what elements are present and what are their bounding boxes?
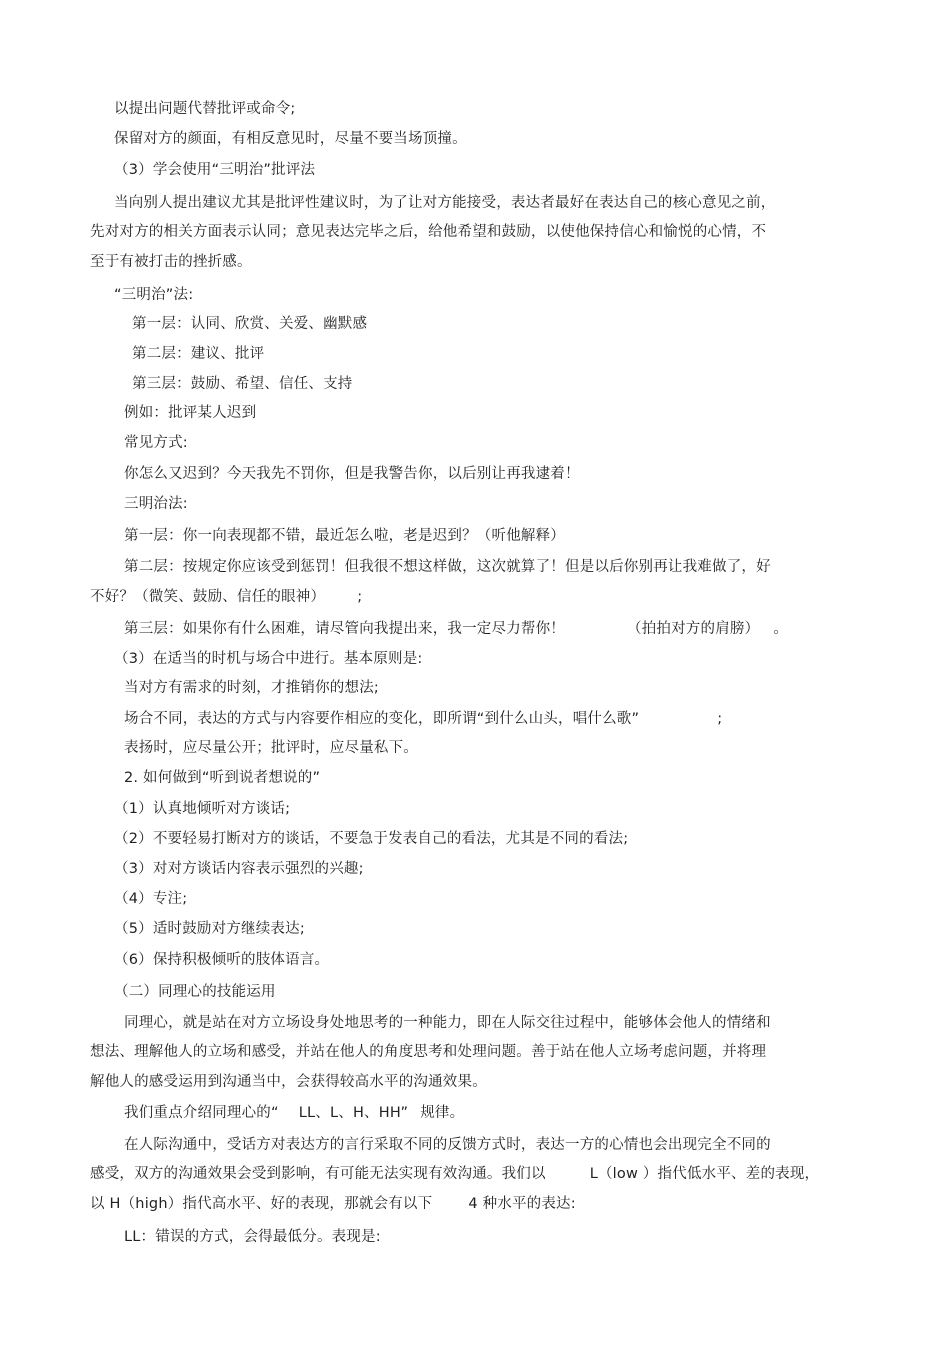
- list-item: 第一层：认同、欣赏、关爱、幽默感: [132, 316, 368, 332]
- section-heading: （3）学会使用“三明治”批评法: [114, 162, 316, 178]
- section-heading: （3）在适当的时机与场合中进行。基本原则是:: [114, 651, 423, 667]
- text-line: 当对方有需求的时刻，才推销你的想法;: [124, 680, 379, 696]
- list-item: 第三层：鼓励、希望、信任、支持: [132, 376, 353, 392]
- text-line: [90, 587, 362, 607]
- text-line: 想法、理解他人的立场和感受，并站在他人的角度思考和处理问题。善于站在他人立场考虑问题，并将理: [90, 1044, 767, 1060]
- text-line: “三明治”法:: [114, 287, 194, 303]
- text-line: 以提出问题代替批评或命令;: [114, 101, 296, 117]
- text-line: [90, 1194, 576, 1214]
- text-line: 第二层：按规定你应该受到惩罚！但我很不想这样做，这次就算了！但是以后你别再让我难做了，好: [124, 559, 771, 575]
- text-line: [124, 709, 722, 729]
- text-line: 你怎么又迟到？今天我先不罚你，但是我警告你，以后别让再我逮着！: [124, 466, 580, 482]
- text-line: LL：错误的方式，会得最低分。表现是:: [124, 1229, 381, 1245]
- list-item: （3）对对方谈话内容表示强烈的兴趣;: [114, 861, 364, 877]
- text-segment: 第三层：如果你有什么困难，请尽管向我提出来，我一定尽力帮你！: [124, 621, 565, 637]
- section-heading: 2. 如何做到“听到说者想说的”: [124, 770, 321, 786]
- list-item: （4）专注;: [114, 891, 188, 907]
- text-line: 保留对方的颜面，有相反意见时，尽量不要当场顶撞。: [114, 131, 467, 147]
- text-line: 至于有被打击的挫折感。: [90, 254, 252, 270]
- text-segment: 场合不同，表达的方式与内容要作相应的变化，即所谓“到什么山头，唱什么歌”: [124, 711, 640, 727]
- text-line: 在人际沟通中，受话方对表达方的言行采取不同的反馈方式时，表达一方的心情也会出现完全不同的: [124, 1137, 771, 1153]
- text-line: [124, 1103, 464, 1123]
- text-segment: 规律。: [420, 1105, 465, 1121]
- text-line: 解他人的感受运用到沟通当中，会获得较高水平的沟通效果。: [90, 1074, 487, 1090]
- text-line: [90, 1164, 819, 1184]
- text-line: 同理心，就是站在对方立场设身处地思考的一种能力，即在人际交往过程中，能够体会他人的情绪和: [124, 1015, 771, 1031]
- text-line: 当向别人提出建议尤其是批评性建议时，为了让对方能接受，表达者最好在表达自己的核心意见之前，: [114, 195, 776, 211]
- text-line: 常见方式:: [124, 435, 188, 451]
- text-segment: 我们重点介绍同理心的“: [124, 1105, 279, 1121]
- text-segment: 不好？（微笑、鼓励、信任的眼神）: [90, 589, 326, 605]
- list-item: （5）适时鼓励对方继续表达;: [114, 921, 305, 937]
- text-line: 第一层：你一向表现都不错，最近怎么啦，老是迟到？（听他解释）: [124, 528, 565, 544]
- text-line: 先对对方的相关方面表示认同；意见表达完毕之后，给他希望和鼓励，以使他保持信心和愉悦的心情，不: [90, 224, 767, 240]
- text-line: 三明治法:: [124, 496, 188, 512]
- text-segment: L（low ）指代低水平、差的表现，: [589, 1166, 820, 1182]
- list-item: （6）保持积极倾听的肢体语言。: [114, 952, 330, 968]
- section-heading: （二）同理心的技能运用: [114, 984, 276, 1000]
- text-segment: LL、L、H、HH”: [298, 1105, 409, 1121]
- list-item: （1）认真地倾听对方谈话;: [114, 801, 291, 817]
- text-line: [124, 619, 788, 639]
- text-segment: 感受，双方的沟通效果会受到影响，有可能无法实现有效沟通。我们以: [90, 1166, 546, 1182]
- text-segment: ;: [357, 589, 363, 605]
- text-segment: （拍拍对方的肩膀）: [627, 621, 760, 637]
- text-line: 例如：批评某人迟到: [124, 405, 257, 421]
- list-item: 第二层：建议、批评: [132, 346, 265, 362]
- text-segment: 以 H（high）指代高水平、好的表现，那就会有以下: [90, 1196, 433, 1212]
- text-line: 表扬时，应尽量公开；批评时，应尽量私下。: [124, 740, 418, 756]
- text-segment: 。: [773, 621, 789, 637]
- text-segment: 4 种水平的表达:: [468, 1196, 576, 1212]
- list-item: （2）不要轻易打断对方的谈话，不要急于发表自己的看法，尤其是不同的看法;: [114, 831, 629, 847]
- text-segment: ;: [717, 711, 723, 727]
